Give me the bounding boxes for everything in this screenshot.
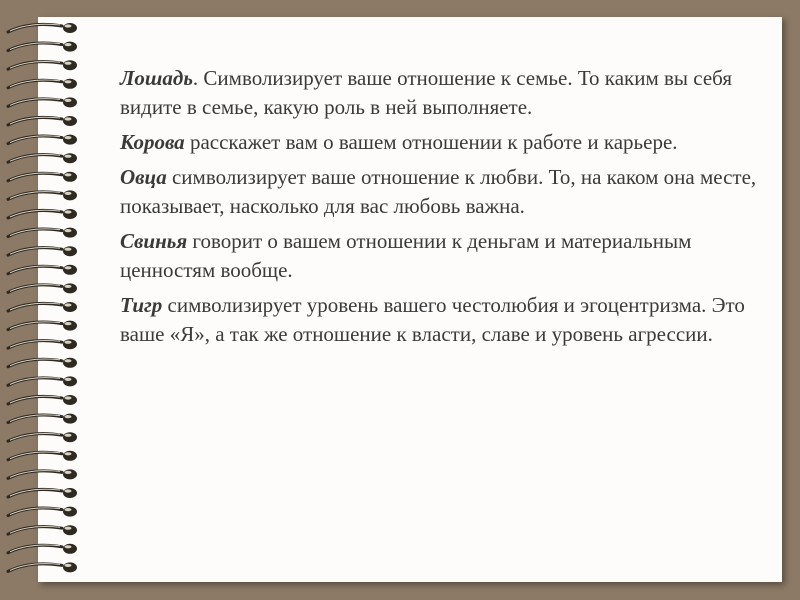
spiral-ring [8, 79, 77, 89]
paragraph-sheep [120, 163, 770, 221]
text-horse: . Символизирует ваше отношение к семье. То каким вы себя видите в семье, какую роль в ней выполняете. [120, 66, 732, 119]
paragraph-horse [120, 64, 770, 122]
spiral-ring [8, 153, 77, 163]
term-horse: Лошадь [120, 66, 193, 90]
term-cow: Корова [120, 130, 185, 154]
text-sheep: символизирует ваше отношение к любви. То, на каком она месте, показывает, насколько для вас любовь важна. [120, 165, 757, 218]
spiral-ring [8, 525, 77, 535]
spiral-ring [8, 339, 77, 349]
spiral-ring [8, 23, 77, 33]
spiral-ring [8, 60, 77, 70]
spiral-ring [8, 358, 77, 368]
spiral-ring [8, 116, 77, 126]
spiral-binding [0, 0, 100, 600]
spiral-ring [8, 190, 77, 200]
term-sheep: Овца [120, 165, 167, 189]
paragraph-pig [120, 227, 770, 285]
text-tiger: символизирует уровень вашего честолюбия и эгоцентризма. Это ваше «Я», а так же отношение к власти, славе и уровень агрессии. [120, 293, 745, 346]
spiral-ring [8, 42, 77, 52]
spiral-ring [8, 469, 77, 479]
spiral-ring [8, 562, 77, 572]
spiral-ring [8, 395, 77, 405]
text-cow: расскажет вам о вашем отношении к работе и карьере. [184, 130, 678, 154]
paragraph-cow [120, 128, 770, 157]
paragraph-tiger [120, 291, 770, 349]
spiral-ring [8, 302, 77, 312]
spiral-ring [8, 414, 77, 424]
spiral-ring [8, 97, 77, 107]
spiral-ring [8, 265, 77, 275]
spiral-ring [8, 507, 77, 517]
spiral-ring [8, 432, 77, 442]
spiral-ring [8, 321, 77, 331]
spiral-ring [8, 246, 77, 256]
spiral-ring [8, 209, 77, 219]
spiral-ring [8, 488, 77, 498]
text-pig: говорит о вашем отношении к деньгам и материальным ценностям вообще. [120, 229, 692, 282]
spiral-ring [8, 376, 77, 386]
text-content [120, 64, 770, 355]
spiral-ring [8, 135, 77, 145]
spiral-ring [8, 283, 77, 293]
spiral-ring [8, 228, 77, 238]
spiral-ring [8, 544, 77, 554]
spiral-ring [8, 451, 77, 461]
term-pig: Свинья [120, 229, 188, 253]
term-tiger: Тигр [120, 293, 163, 317]
spiral-ring [8, 172, 77, 182]
